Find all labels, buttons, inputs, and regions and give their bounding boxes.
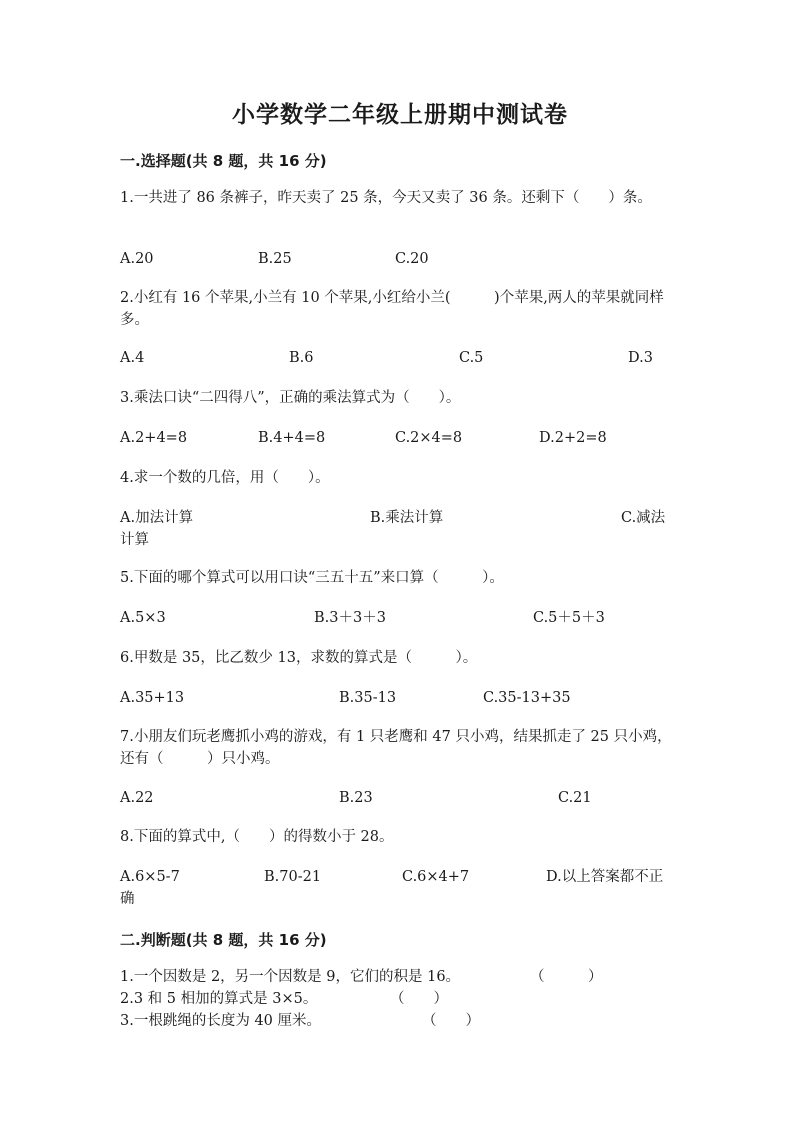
tf-item-2-answer-blank: （ ） — [390, 991, 448, 1007]
section1-heading: 一.选择题(共 8 题，共 16 分) — [120, 152, 327, 170]
tf-item-1: 1.一个因数是 2，另一个因数是 9，它们的积是 16。 — [120, 969, 461, 985]
question-8: 8.下面的算式中,（ ）的得数小于 28。 — [120, 829, 394, 845]
q5-option-b: B.3＋3＋3 — [314, 610, 386, 626]
page-title: 小学数学二年级上册期中测试卷 — [232, 102, 568, 128]
tf-item-3: 3.一根跳绳的长度为 40 厘米。 — [120, 1013, 322, 1029]
q1-option-a: A.20 — [120, 251, 154, 267]
question-2: 2.小红有 16 个苹果,小兰有 10 个苹果,小红给小兰( )个苹果,两人的苹果就同样多。 — [120, 290, 664, 328]
tf-item-3-answer-blank: （ ） — [422, 1013, 480, 1029]
q7-option-a: A.22 — [120, 790, 154, 806]
question-3: 3.乘法口诀“二四得八”，正确的乘法算式为（ ）。 — [120, 390, 461, 406]
q2-option-c: C.5 — [459, 350, 484, 366]
tf-item-2: 2.3 和 5 相加的算式是 3×5。 — [120, 991, 318, 1007]
q2-option-a: A.4 — [120, 350, 145, 366]
q1-option-c: C.20 — [395, 251, 429, 267]
q3-option-a: A.2+4=8 — [120, 430, 188, 446]
q4-option-c-wrap: 计算 — [120, 532, 149, 548]
q8-option-c: C.6×4+7 — [402, 869, 470, 885]
question-1: 1.一共进了 86 条裤子，昨天卖了 25 条，今天又卖了 36 条。还剩下（ ）条。 — [120, 190, 652, 206]
q7-option-c: C.21 — [558, 790, 592, 806]
question-6: 6.甲数是 35，比乙数少 13，求数的算式是（ ）。 — [120, 650, 478, 666]
question-5: 5.下面的哪个算式可以用口诀“三五十五”来口算（ ）。 — [120, 570, 504, 586]
tf-item-1-answer-blank: （ ） — [530, 969, 603, 985]
q1-option-b: B.25 — [258, 251, 292, 267]
q6-option-a: A.35+13 — [120, 690, 185, 706]
q8-option-a: A.6×5-7 — [120, 869, 180, 885]
q4-option-a: A.加法计算 — [120, 510, 194, 526]
q4-option-c: C.减法 — [621, 510, 666, 526]
q2-option-b: B.6 — [289, 350, 314, 366]
q3-option-b: B.4+4=8 — [258, 430, 326, 446]
q8-option-b: B.70-21 — [264, 869, 322, 885]
q5-option-a: A.5×3 — [120, 610, 166, 626]
q2-option-d: D.3 — [628, 350, 653, 366]
question-7: 7.小朋友们玩老鹰抓小鸡的游戏，有 1 只老鹰和 47 只小鸡，结果抓走了 25 只小鸡，还有（ ）只小鸡。 — [120, 729, 672, 767]
section2-heading: 二.判断题(共 8 题，共 16 分) — [120, 931, 327, 949]
q7-option-b: B.23 — [339, 790, 373, 806]
q4-option-b: B.乘法计算 — [370, 510, 444, 526]
q6-option-b: B.35-13 — [339, 690, 397, 706]
question-4: 4.求一个数的几倍，用（ ）。 — [120, 470, 330, 486]
q8-option-d-wrap: 确 — [120, 891, 135, 907]
q5-option-c: C.5＋5＋3 — [533, 610, 605, 626]
q3-option-d: D.2+2=8 — [539, 430, 607, 446]
q8-option-d: D.以上答案都不正 — [546, 869, 664, 885]
q3-option-c: C.2×4=8 — [395, 430, 463, 446]
q6-option-c: C.35-13+35 — [483, 690, 571, 706]
